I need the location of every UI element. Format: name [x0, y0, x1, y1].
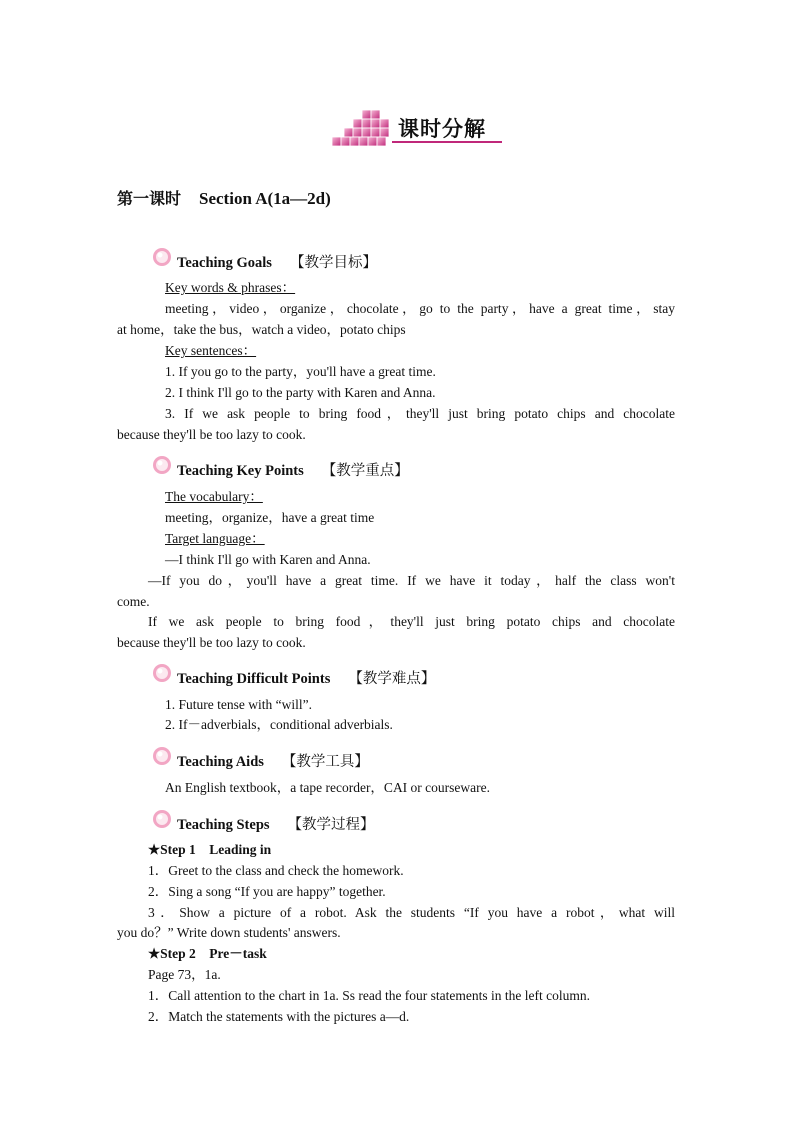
flower-icon [150, 454, 176, 480]
section-title: Teaching Steps [177, 817, 270, 833]
section-title: Teaching Difficult Points [177, 671, 331, 687]
banner-title: 课时分解 [398, 117, 486, 141]
section-title-cn: 【教学重点】 [321, 463, 409, 479]
banner-underline [392, 141, 502, 143]
key-words-line: meeting，video，organize，chocolate，go to the party，have a great time，stay [165, 301, 675, 316]
section-teaching-steps [150, 806, 375, 834]
target-language-line: —I think I'll go with Karen and Anna. [165, 552, 371, 567]
section-title-cn: 【教学难点】 [348, 671, 436, 687]
difficult-point: 1. Future tense with “will”. [165, 697, 312, 712]
teaching-aid: An English textbook，a tape recorder，CAI or courseware. [165, 780, 491, 795]
target-language-label: Target language： [165, 531, 265, 546]
key-sentence: 3. If we ask people to bring food，they'll just bring potato chips and chocolate [165, 406, 675, 421]
section-teaching-aids [150, 743, 369, 771]
flower-icon [150, 662, 176, 688]
difficult-point: 2. If－adverbials，conditional adverbials. [165, 717, 393, 732]
key-sentences-label: Key sentences： [165, 343, 257, 358]
key-sentence: 2. I think I'll go to the party with Karen and Anna. [165, 385, 436, 400]
step-heading: ★Step 2 Pre－task [148, 946, 267, 961]
target-language-line: —If you do，you'll have a great time. If we have it today，half the class won't [148, 573, 675, 588]
key-words-line: at home，take the bus，watch a video，potato chips [117, 322, 406, 337]
step-item: you do？” Write down students' answers. [117, 925, 341, 940]
vocabulary-line: meeting，organize，have a great time [165, 510, 375, 525]
section-teaching-difficult-points [150, 660, 435, 688]
key-sentence: because they'll be too lazy to cook. [117, 427, 306, 442]
target-language-line: If we ask people to bring food，they'll just bring potato chips and chocolate [148, 614, 675, 629]
lesson-number: 第一课时 [117, 189, 182, 208]
step-item: 1．Call attention to the chart in 1a. Ss read the four statements in the left column. [148, 988, 591, 1003]
key-words-label: Key words & phrases： [165, 280, 296, 295]
step-item: 2．Sing a song “If you are happy” together. [148, 884, 386, 899]
step-item: 3．Show a picture of a robot. Ask the students “If you have a robot，what will [148, 905, 675, 920]
page-reference: Page 73，1a. [148, 967, 221, 982]
key-sentence: 1. If you go to the party，you'll have a great time. [165, 364, 436, 379]
section-teaching-goals [150, 244, 377, 272]
flower-icon [150, 808, 176, 834]
section-title-cn: 【教学工具】 [281, 754, 369, 770]
step-item: 1．Greet to the class and check the homework. [148, 863, 404, 878]
section-title: Teaching Key Points [177, 463, 304, 479]
lesson-heading [117, 186, 331, 209]
section-title-cn: 【教学过程】 [287, 817, 375, 833]
vocabulary-label: The vocabulary： [165, 489, 263, 504]
section-title: Teaching Goals [177, 255, 272, 271]
flower-icon [150, 745, 176, 771]
flower-icon [150, 246, 176, 272]
section-title-cn: 【教学目标】 [289, 255, 377, 271]
step-heading: ★Step 1 Leading in [148, 842, 272, 857]
lesson-section: Section A(1a—2d) [199, 189, 331, 208]
target-language-line: because they'll be too lazy to cook. [117, 635, 306, 650]
step-item: 2．Match the statements with the pictures a—d. [148, 1009, 410, 1024]
section-teaching-key-points [150, 452, 409, 480]
section-title: Teaching Aids [177, 754, 264, 770]
target-language-line: come. [117, 594, 150, 609]
